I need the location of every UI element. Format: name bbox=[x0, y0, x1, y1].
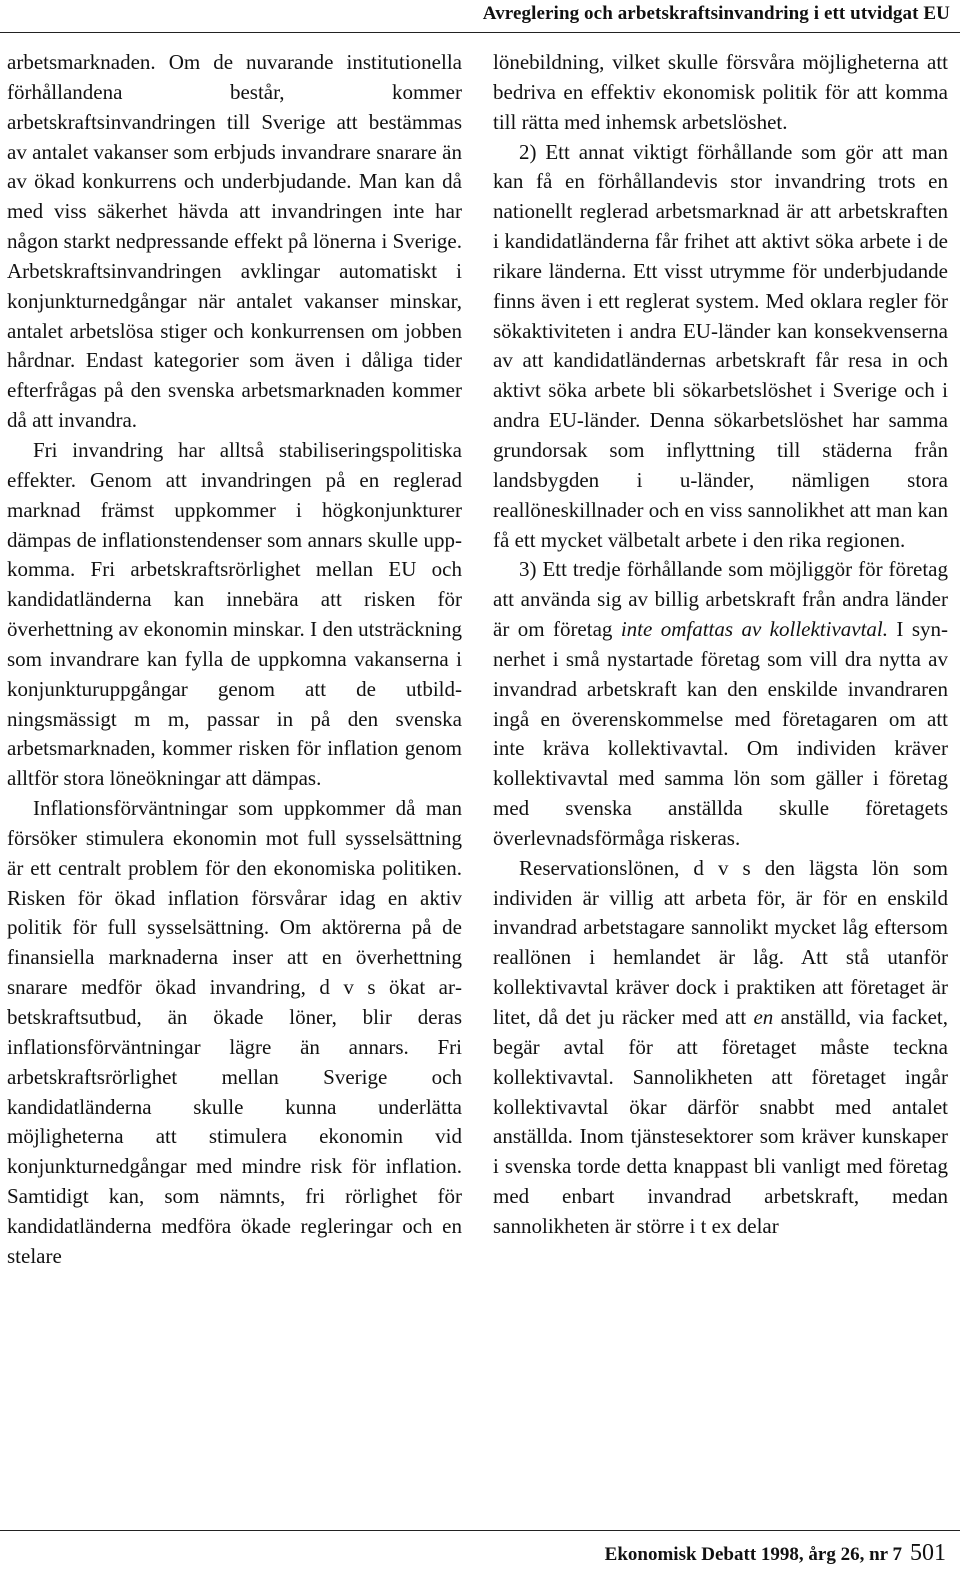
page-number: 501 bbox=[910, 1540, 946, 1566]
paragraph: Fri invandring har alltså stabiliseringspolitiska effekter. Genom att invandringen på en reglerad marknad främst uppkommer i högkonjunkturer dämpas de inflationstendenser som annars skulle uppkomma. Fri arbetskraftsrörlighet mellan EU och kandidatländerna kan innebära att risken för överhettning av ekonomin minskar. I den utsträckning som invandrare kan fylla de uppkomna vakanserna i konjunkturuppgångar genom att de utbildningsmässigt m m, passar in på den svenska arbetsmarknaden, kommer risken för inflation genom alltför stora löneökningar att dämpas. bbox=[7, 437, 462, 791]
italic-word: en bbox=[753, 1005, 774, 1029]
footer-rule bbox=[0, 1530, 960, 1531]
paragraph: arbetsmarknaden. Om de nuvarande institutionella förhållandena består, kommer arbetskraftsinvandringen till Sverige att bestämmas av antalet vakanser som erbjuds invandrare snarare än av ökad konkurrens och underbjudande. Man kan då med viss säkerhet hävda att invandringen inte har någon starkt nedpressande effekt på lönerna i Sverige. Arbetskraftsinvandringen avklingar automatiskt i konjunkturnedgångar när antalet vakanser minskar, antalet arbetslösa stiger och konkurrensen om jobben hårdnar. Endast kategorier som även i dåliga tider efterfrågas på den svenska arbetsmarknaden kommer då att invandra. bbox=[7, 50, 462, 433]
text-run: I synnerhet i små nystartade företag som vill dra nytta av invandrad arbetskraft kan den enskilde invandraren ingå en överenskommelse med företagaren om att inte kräva kollektivavtal. Om individen kräver kollektivavtal med samma lön som gäller i företag med svenska anställda skulle företagets överlevnadsförmåga riskeras. bbox=[493, 617, 948, 850]
paragraph: lönebildning, vilket skulle försvåra möjligheterna att bedriva en effektiv ekonomisk politik för att komma till rätta med inhemsk arbetslöshet. bbox=[493, 50, 948, 134]
text-run: Reservationslönen, d v s den lägsta lön som individen är villig att arbeta för, är för en enskild invandrad arbetstagare sannolikt mycket låg eftersom reallönen i hemlandet är låg. Att stå utanför kollektivavtal kräver dock i praktiken att företaget är litet, då det ju räcker med att bbox=[493, 855, 948, 1029]
page-footer bbox=[605, 1540, 946, 1567]
paragraph bbox=[493, 854, 948, 1242]
paragraph: Inflationsförväntningar som uppkommer då man försöker stimulera ekonomin mot full sysselsättning är ett centralt problem för den ekonomiska politiken. Risken för ökad inflation försvårar idag en aktiv politik för full sysselsättning. Om aktörerna på de finansiella marknaderna inser att en överhettning snarare medför ökad invandring, d v s ökat arbetskraftsutbud, än ökade löner, blir deras inflationsförväntningar lägre än annars. Fri arbetskraftsrörlighet mellan Sverige och kandidatländerna skulle kunna underlätta möjligheterna att stimulera ekonomin vid konjunkturnedgångar med mindre risk för inflation. Samtidigt kan, som nämnts, fri rörlighet för kandidatländerna medföra ökade regleringar och en stelare bbox=[7, 796, 462, 1268]
italic-phrase: inte omfattas av kollektivavtal. bbox=[620, 617, 889, 642]
paragraph bbox=[493, 555, 948, 853]
left-column bbox=[7, 48, 462, 1272]
paragraph: 2) Ett annat viktigt förhållande som gör att man kan få en förhållandevis stor invandring trots en nationellt reglerad arbetsmarknad är att arbetskraften i kandidatländerna får frihet att aktivt söka arbete i de rikare länderna. Ett visst utrymme för underbjudande finns även i ett reglerat system. Med oklara regler för sökaktiviteten i andra EU-länder kan konsekvenserna av att kandidatländernas arbetskraft får resa in och aktivt söka arbete bli sökarbetslöshet i Sverige och i andra EU-länder. Denna sökarbetslöshet har samma grundorsak som inflyttning till städerna från landsbygden i u-länder, nämligen stora reallöneskillnader och en viss sannolikhet att man kan få ett mycket välbetalt arbete i den rika regionen. bbox=[493, 139, 948, 552]
page-header bbox=[0, 0, 960, 33]
text-run: 3) Ett tredje förhållande som möjliggör för företag att använda sig av billig arbetskraft från andra länder är om företag bbox=[493, 557, 948, 642]
running-title: Avreglering och arbetskraftsinvandring i ett utvidgat EU bbox=[482, 3, 950, 24]
right-column bbox=[493, 48, 948, 1242]
journal-citation: Ekonomisk Debatt 1998, årg 26, nr 7 bbox=[604, 1544, 902, 1565]
text-run: anställd, via facket, begär avtal för att företaget måste teckna kollektivavtal. Sannolikheten att företaget ingår kollektivavtal ökar därför snabbt med antalet anställda. Inom tjänstesektorer som kräver kunskaper i svenska torde detta knappast bli vanligt med företag med enbart invandrad arbetskraft, medan sannolikheten är större i t ex delar bbox=[493, 1005, 948, 1238]
